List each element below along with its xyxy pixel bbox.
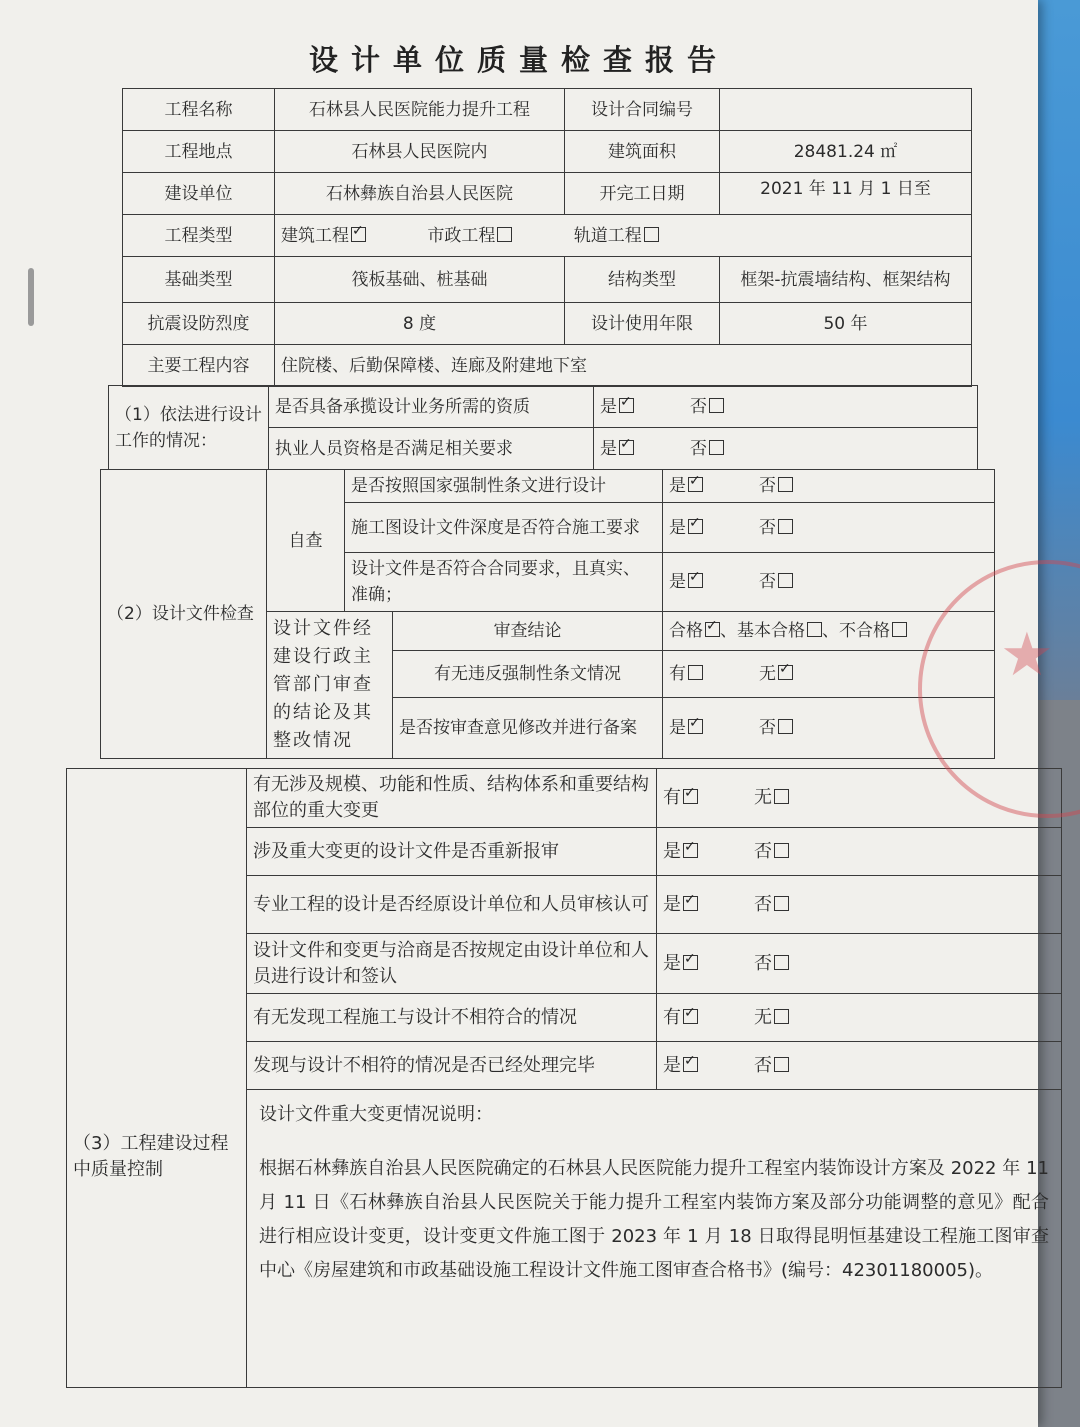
dates: 2021 年 11 月 1 日至 — [720, 173, 972, 215]
checkbox-checked — [683, 896, 698, 911]
s3-q1: 有无涉及规模、功能和性质、结构体系和重要结构部位的重大变更 — [247, 769, 657, 828]
checkbox-checked — [683, 843, 698, 858]
self-a2: 是✓ 否 — [663, 503, 995, 553]
s3-q4: 设计文件和变更与洽商是否按规定由设计单位和人员进行设计和签认 — [247, 934, 657, 994]
checkbox-checked — [683, 789, 698, 804]
location-label: 工程地点 — [123, 131, 275, 173]
service-life: 50 年 — [720, 303, 972, 345]
self-q3: 设计文件是否符合合同要求，且真实、准确； — [345, 553, 663, 612]
section1-a2: 是✓ 否 — [594, 428, 978, 470]
checkbox-unchecked — [774, 1057, 789, 1072]
checkbox-unchecked — [644, 227, 659, 242]
self-a1: 是✓ 否 — [663, 470, 995, 503]
section1-label: （1）依法进行设计工作的情况： — [109, 386, 269, 470]
checkbox-unchecked — [774, 1009, 789, 1024]
review-a1: 有 无✓ — [663, 651, 995, 697]
seismic: 8 度 — [275, 303, 565, 345]
section2-table — [100, 469, 995, 759]
checkbox-checked — [688, 519, 703, 534]
binder-clip — [28, 268, 34, 326]
notes-cell — [247, 1090, 1062, 1388]
checkbox-unchecked — [709, 398, 724, 413]
checkbox-unchecked — [709, 440, 724, 455]
self-q2: 施工图设计文件深度是否符合施工要求 — [345, 503, 663, 553]
s3-a3: 是✓ 否 — [657, 876, 1062, 934]
contract-no — [720, 89, 972, 131]
location: 石林县人民医院内 — [275, 131, 565, 173]
review-label: 设计文件经建设行政主管部门审查的结论及其整改情况 — [267, 612, 393, 759]
checkbox-checked — [619, 440, 634, 455]
checkbox-unchecked — [892, 622, 907, 637]
checkbox-checked — [351, 227, 366, 242]
type-options — [275, 215, 972, 257]
s3-a6: 是✓ 否 — [657, 1042, 1062, 1090]
checkbox-unchecked — [778, 519, 793, 534]
checkbox-checked — [688, 719, 703, 734]
structure: 框架-抗震墙结构、框架结构 — [720, 257, 972, 303]
checkbox-unchecked — [774, 896, 789, 911]
s3-a4: 是✓ 否 — [657, 934, 1062, 994]
seal-star-icon: ★ — [1000, 620, 1054, 690]
checkbox-unchecked — [774, 789, 789, 804]
project-name-label: 工程名称 — [123, 89, 275, 131]
structure-label: 结构类型 — [565, 257, 720, 303]
s3-a5: 有✓ 无 — [657, 994, 1062, 1042]
s3-q6: 发现与设计不相符的情况是否已经处理完毕 — [247, 1042, 657, 1090]
dates-label: 开完工日期 — [565, 173, 720, 215]
type-option-building: 建筑工程✓ — [281, 223, 366, 249]
checkbox-checked — [683, 955, 698, 970]
type-option-municipal: 市政工程 — [427, 223, 512, 249]
seismic-label: 抗震设防烈度 — [123, 303, 275, 345]
foundation: 筏板基础、桩基础 — [275, 257, 565, 303]
review-a2: 是✓ 否 — [663, 697, 995, 758]
foundation-label: 基础类型 — [123, 257, 275, 303]
checkbox-unchecked — [774, 843, 789, 858]
section3-table — [66, 768, 1062, 1388]
area: 28481.24 ㎡ — [720, 131, 972, 173]
section1-q1: 是否具备承揽设计业务所需的资质 — [269, 386, 594, 428]
header-table — [122, 88, 972, 387]
checkbox-checked — [688, 573, 703, 588]
content: 住院楼、后勤保障楼、连廊及附建地下室 — [275, 345, 972, 387]
project-name: 石林县人民医院能力提升工程 — [275, 89, 565, 131]
s3-q5: 有无发现工程施工与设计不相符合的情况 — [247, 994, 657, 1042]
area-label: 建筑面积 — [565, 131, 720, 173]
checkbox-unchecked — [774, 955, 789, 970]
checkbox-checked — [778, 665, 793, 680]
checkbox-unchecked — [807, 622, 822, 637]
contract-no-label: 设计合同编号 — [565, 89, 720, 131]
review-conclusion-q: 审查结论 — [393, 612, 663, 651]
checkbox-checked — [683, 1009, 698, 1024]
section3-label: （3）工程建设过程中质量控制 — [67, 769, 247, 1388]
s3-q2: 涉及重大变更的设计文件是否重新报审 — [247, 828, 657, 876]
builder: 石林彝族自治县人民医院 — [275, 173, 565, 215]
checkbox-unchecked — [688, 665, 703, 680]
checkbox-unchecked — [497, 227, 512, 242]
checkbox-checked — [683, 1057, 698, 1072]
checkbox-unchecked — [778, 719, 793, 734]
review-q1: 有无违反强制性条文情况 — [393, 651, 663, 697]
self-q1: 是否按照国家强制性条文进行设计 — [345, 470, 663, 503]
notes-label: 设计文件重大变更情况说明： — [259, 1104, 493, 1125]
self-check-label: 自查 — [267, 470, 345, 612]
content-label: 主要工程内容 — [123, 345, 275, 387]
builder-label: 建设单位 — [123, 173, 275, 215]
checkbox-unchecked — [778, 573, 793, 588]
section1-a1: 是✓ 否 — [594, 386, 978, 428]
s3-a1: 有✓ 无 — [657, 769, 1062, 828]
type-option-rail: 轨道工程 — [574, 223, 659, 249]
checkbox-checked — [688, 477, 703, 492]
checkbox-checked — [705, 622, 720, 637]
page-title: 设计单位质量检查报告 — [308, 43, 729, 77]
section1-q2: 执业人员资格是否满足相关要求 — [269, 428, 594, 470]
type-label: 工程类型 — [123, 215, 275, 257]
review-q2: 是否按审查意见修改并进行备案 — [393, 697, 663, 758]
review-conclusion-options: 合格✓ 、基本合格 、不合格 — [663, 612, 995, 651]
s3-q3: 专业工程的设计是否经原设计单位和人员审核认可 — [247, 876, 657, 934]
service-life-label: 设计使用年限 — [565, 303, 720, 345]
checkbox-unchecked — [778, 477, 793, 492]
s3-a2: 是✓ 否 — [657, 828, 1062, 876]
section1-table — [108, 385, 978, 470]
section2-label: （2）设计文件检查 — [101, 470, 267, 759]
notes-text: 根据石林彝族自治县人民医院确定的石林县人民医院能力提升工程室内装饰设计方案及 2022 年 11 月 11 日《石林彝族自治县人民医院关于能力提升工程室内装饰方案及部分功能调整的意见》配合进行相应设计变更，设计变更文件施工图于 2023 年 1 月 18 日取得昆明恒基建设工程施工图审查中心《房屋建筑和市政基础设施工程设计文件施工图审查合格书》(编号：42301180005)。 — [259, 1158, 1049, 1281]
checkbox-checked — [619, 398, 634, 413]
self-a3: 是✓ 否 — [663, 553, 995, 612]
